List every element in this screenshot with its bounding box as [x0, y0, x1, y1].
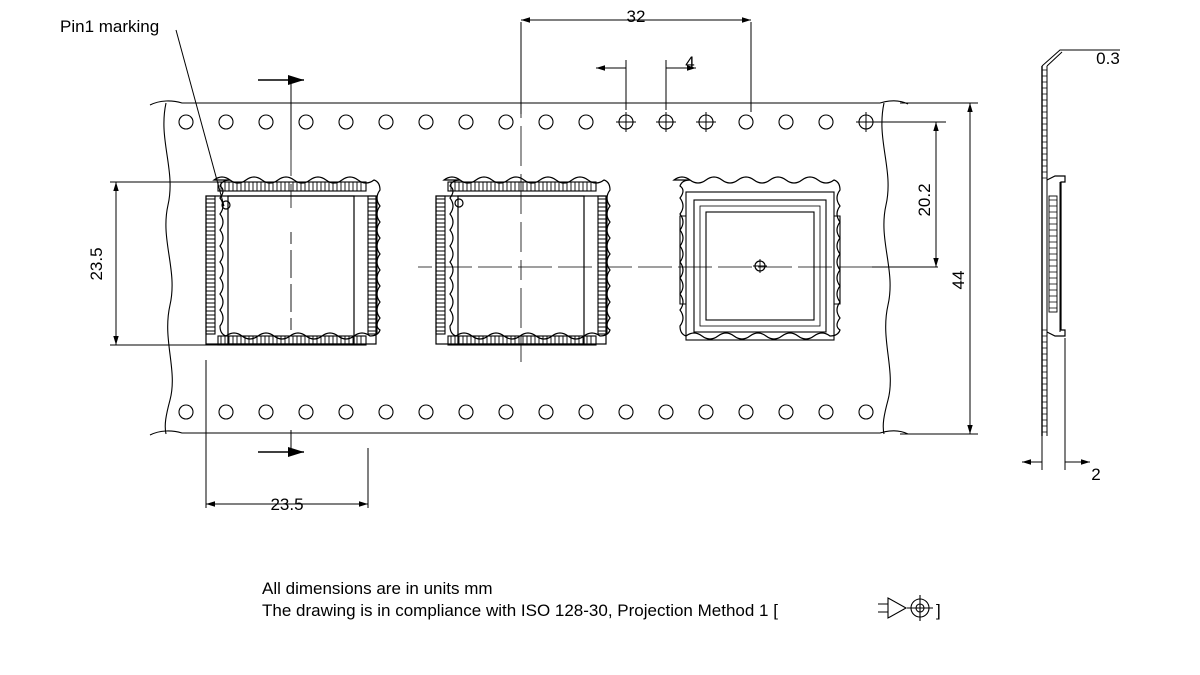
dimension-32: [521, 20, 751, 114]
sprocket-holes-top: [179, 115, 873, 129]
standard-note: The drawing is in compliance with ISO 128-30, Projection Method 1 [: [262, 601, 778, 620]
dimension-20-2: [866, 122, 946, 267]
package-3-pocket: [674, 177, 840, 340]
dimension-23-5-vertical: [110, 182, 220, 345]
standard-note-tail: ]: [936, 601, 941, 620]
dimension-2: [1022, 338, 1090, 470]
pin1-marking-dot-2: [455, 199, 463, 207]
dimension-label-23-5-horizontal: 23.5: [270, 495, 304, 514]
dimension-label-0-3: 0.3: [1096, 49, 1120, 68]
dimension-label-44: 44: [949, 270, 968, 290]
dimension-label-4: 4: [685, 53, 695, 72]
package-2: [436, 177, 610, 345]
center-lines: [291, 40, 892, 362]
dimension-label-20-2: 20.2: [915, 183, 934, 217]
first-angle-projection-symbol: [878, 595, 933, 621]
pin1-marking-label: Pin1 marking: [60, 17, 160, 36]
units-note: All dimensions are in units mm: [262, 579, 493, 598]
side-view-geometry: [1042, 66, 1065, 436]
sprocket-holes-bottom: [179, 405, 873, 419]
tape-outline: [150, 101, 908, 435]
dimension-label-2: 2: [1091, 465, 1101, 484]
dimension-label-23-5-vertical: 23.5: [87, 247, 106, 281]
pin1-leader-line: [176, 30, 224, 206]
feed-direction-arrows: [258, 80, 304, 452]
dimension-44: [900, 103, 978, 434]
dimension-label-32: 32: [626, 7, 646, 26]
dimension-23-5-horizontal: [206, 360, 368, 508]
package-1: [206, 177, 380, 345]
